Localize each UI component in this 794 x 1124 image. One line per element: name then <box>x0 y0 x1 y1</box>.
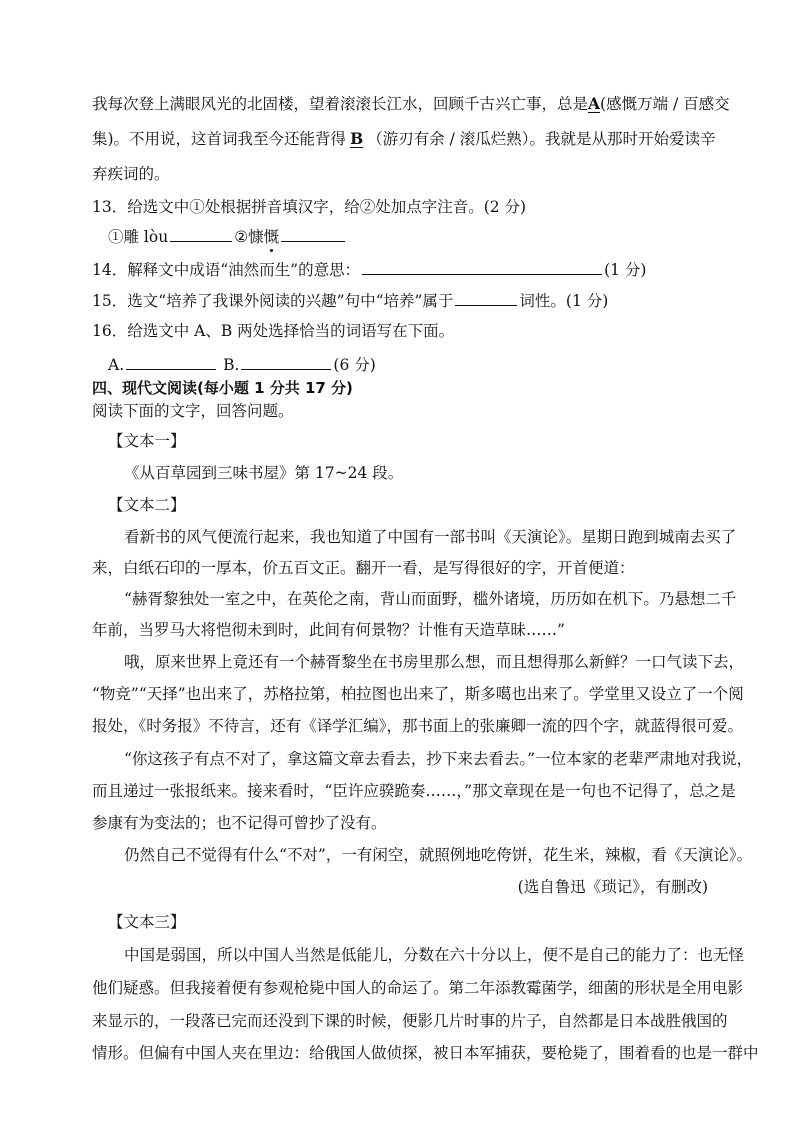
answer-blank-14[interactable] <box>362 258 602 275</box>
text2-line: 而且递过一张报纸来。接来看时，“臣许应骙跪奏……，”那文章现在是一句也不记得了，总之是 <box>92 782 736 800</box>
question-16-answers: A. B. (6 分) <box>108 353 728 375</box>
text2-line: 报处，《时务报》不待言，还有《译学汇编》，那书面上的张廉卿一流的四个字，就蓝得很可爱。 <box>92 717 744 735</box>
passage-line-1: 我每次登上满眼风光的北固楼，望着滚滚长江水，回顾千古兴亡事，总是A(感慨万端 / 百感交 <box>92 94 730 113</box>
passage-line-2: 集)。不用说，这首词我至今还能背得 B （游刃有余 / 滚瓜烂熟）。我就是从那时开始爱读辛 <box>92 129 716 148</box>
answer-blank-16b[interactable] <box>241 353 331 370</box>
emphasis-dot-char: 慨 <box>263 228 280 246</box>
text3-line: 来显示的，一段落已完而还没到下课的时候，便影几片时事的片子，自然都是日本战胜俄国的 <box>92 1012 728 1030</box>
text2-line: 仍然自己不觉得有什么“不对”，一有闲空，就照例地吃侉饼，花生米，辣椒，看《天演论》。 <box>124 846 753 864</box>
text3-label: 【文本三】 <box>108 913 186 931</box>
text2-label: 【文本二】 <box>108 496 186 514</box>
text3-line: 情形。但偏有中国人夹在里边：给俄国人做侦探，被日本军捕获，要枪毙了，围着看的也是一群中 <box>92 1044 759 1062</box>
blank-b-marker: B <box>350 129 364 148</box>
text2-line: 年前，当罗马大将恺彻未到时，此间有何景物？计惟有天造草昧……” <box>92 621 565 639</box>
section-heading: 四、现代文阅读(每小题 1 分共 17 分) <box>92 379 353 397</box>
text2-source: (选自鲁迅《琐记》，有删改) <box>517 878 708 896</box>
text3-line: 他们疑惑。但我接着便有参观枪毙中国人的命运了。第二年添教霉菌学，细菌的形状是全用电影 <box>92 979 744 997</box>
question-16: 16．给选文中 A、B 两处选择恰当的词语写在下面。 <box>92 322 455 340</box>
question-15: 15．选文“培养了我课外阅读的兴趣”句中“培养”属于 词性。(1 分) <box>92 289 712 311</box>
answer-blank-15[interactable] <box>455 289 517 306</box>
text2-line: 看新书的风气便流行起来，我也知道了中国有一部书叫《天演论》。星期日跑到城南去买了 <box>124 528 737 546</box>
section-instruction: 阅读下面的文字，回答问题。 <box>92 402 294 420</box>
text3-line: 中国是弱国，所以中国人当然是低能儿，分数在六十分以上，便不是自己的能力了：也无怪 <box>124 946 745 964</box>
text2-line: 参康有为变法的；也不记得可曾抄了没有。 <box>92 814 387 832</box>
answer-blank-13b[interactable] <box>281 225 345 242</box>
text2-line: “物竞”“天择”也出来了，苏格拉第，柏拉图也出来了，斯多噶也出来了。学堂里又设立了一个阅 <box>92 685 744 703</box>
text1-content: 《从百草园到三味书屋》第 17~24 段。 <box>124 464 404 482</box>
question-13: 13．给选文中①处根据拼音填汉字，给②处加点字注音。(2 分) <box>92 198 527 216</box>
passage-line-3: 弃疾词的。 <box>92 165 170 183</box>
answer-blank-13a[interactable] <box>170 225 232 242</box>
text1-label: 【文本一】 <box>108 432 186 450</box>
text2-line: “赫胥黎独处一室之中，在英伦之南，背山而面野，槛外诸境，历历如在机下。乃悬想二千 <box>124 590 737 608</box>
text2-line: 哦，原来世界上竟还有一个赫胥黎坐在书房里那么想，而且想得那么新鲜？一口气读下去， <box>124 653 745 671</box>
answer-blank-16a[interactable] <box>126 353 216 370</box>
text2-line: “你这孩子有点不对了，拿这篇文章去看去，抄下来去看去。”一位本家的老辈严肃地对我说， <box>124 750 753 768</box>
question-13-answers: ①雕 lòu ②慷慨 <box>108 225 728 247</box>
blank-a-marker: A <box>588 94 601 113</box>
text2-line: 来，白纸石印的一厚本，价五百文正。翻开一看，是写得很好的字，开首便道： <box>92 559 635 577</box>
question-14: 14．解释文中成语“油然而生”的意思： (1 分) <box>92 258 712 280</box>
